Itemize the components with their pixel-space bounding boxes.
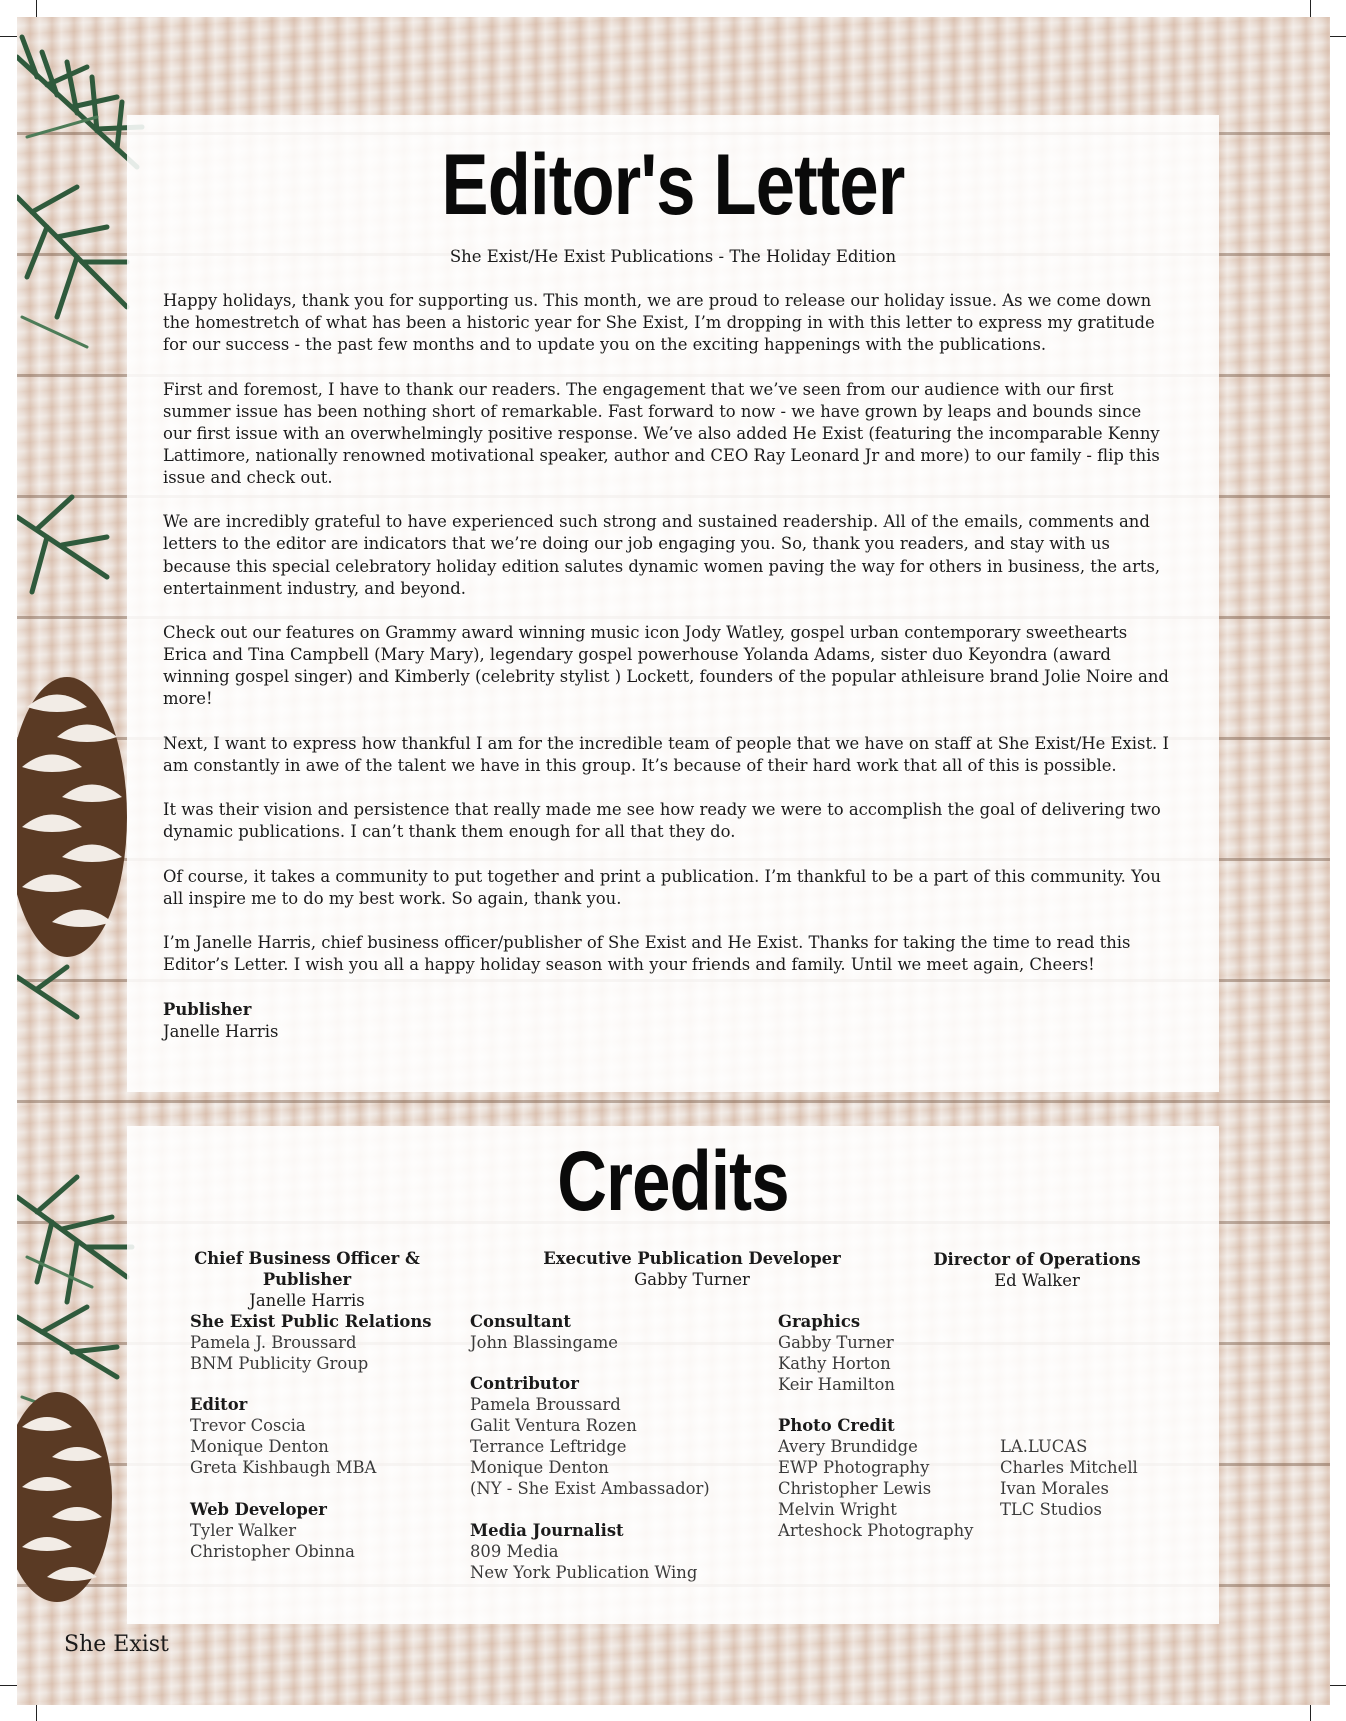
credit-photo-continued (1000, 1436, 1138, 1520)
letter-title: Editor's Letter (441, 137, 905, 233)
credit-role: Director of Operations (933, 1250, 1141, 1269)
credit-role: Web Developer (190, 1500, 327, 1519)
credit-name: LA.LUCAS (1000, 1437, 1088, 1456)
credit-role: She Exist Public Relations (190, 1312, 432, 1331)
credits-title: Credits (557, 1134, 789, 1228)
credit-name: Janelle Harris (249, 1291, 365, 1310)
credit-photo (778, 1415, 973, 1541)
letter-paragraph: Happy holidays, thank you for supporting us. This month, we are proud to release our holiday issue. As we come down the homestretch of what has been a historic year for She Exist, I’m dropping in with this letter to express my gratitude for our success - the past few months and to update you on the exciting happenings with the publications. (163, 291, 1155, 355)
credit-name: Arteshock Photography (778, 1521, 974, 1540)
crop-mark (1329, 36, 1346, 37)
letter-paragraph: Next, I want to express how thankful I am for the incredible team of people that we have on staff at She Exist/He Exist. I am constantly in awe of the talent we have in this group. It’s because of their hard work that all of this is possible. (163, 733, 1169, 775)
credit-name: Charles Mitchell (1000, 1458, 1138, 1477)
crop-mark (1329, 1685, 1346, 1686)
credit-name: Avery Brundidge (778, 1437, 918, 1456)
credit-name: Ivan Morales (1000, 1479, 1109, 1498)
credit-editor (190, 1394, 376, 1478)
credit-media-journalist (470, 1520, 697, 1583)
letter-paragraph: Check out our features on Grammy award winning music icon Jody Watley, gospel urban contemporary sweethearts Erica and Tina Campbell (Mary Mary), legendary gospel powerhouse Yolanda Adams, sister duo Keyondra (award winning gospel singer) and Kimberly (celebrity stylist ) Lockett, founders of the popular athleisure brand Jolie Noire and more! (163, 623, 1169, 709)
footer-publication-name: She Exist (64, 1632, 169, 1657)
credit-role: Executive Publication Developer (543, 1249, 841, 1268)
credit-name: EWP Photography (778, 1458, 930, 1477)
letter-paragraph: First and foremost, I have to thank our readers. The engagement that we’ve seen from our audience with our first summer issue has been nothing short of remarkable. Fast forward to now - we have grown by leaps and bounds since our first issue with an overwhelmingly positive response. We’ve also added He Exist (featuring the incomparable Kenny Lattimore, nationally renowned motivational speaker, author and CEO Ray Leonard Jr and more) to our family - flip this issue and check out. (163, 379, 1160, 487)
credit-name: Kathy Horton (778, 1354, 891, 1373)
editors-letter-panel (127, 115, 1219, 1092)
letter-paragraph: Of course, it takes a community to put together and print a publication. I’m thankful to be a part of this community. You all inspire me to do my best work. So again, thank you. (163, 866, 1161, 908)
credit-director-of-operations (907, 1249, 1167, 1291)
credit-name: 809 Media (470, 1542, 559, 1561)
credit-role: Photo Credit (778, 1416, 895, 1435)
credit-name: Gabby Turner (634, 1270, 750, 1289)
signature-name: Janelle Harris (163, 1021, 279, 1041)
credit-name: New York Publication Wing (470, 1563, 698, 1582)
credit-graphics (778, 1311, 895, 1395)
credit-name: Greta Kishbaugh MBA (190, 1458, 377, 1477)
letter-paragraph: We are incredibly grateful to have experienced such strong and sustained readership. All of the emails, comments and letters to the editor are indicators that we’re doing our job engaging you. So, thank you readers, and stay with us because this special celebratory holiday edition salutes dynamic women paving the way for others in business, the arts, entertainment industry, and beyond. (163, 512, 1161, 598)
credit-name: Gabby Turner (778, 1333, 894, 1352)
credit-web-developer (190, 1499, 355, 1562)
credit-name: Melvin Wright (778, 1500, 897, 1519)
signature-label: Publisher (163, 999, 252, 1019)
credit-role: Contributor (470, 1374, 579, 1393)
credit-role: Consultant (470, 1312, 571, 1331)
credit-name: Trevor Coscia (190, 1416, 306, 1435)
crop-mark (36, 0, 37, 17)
credit-chief-business-officer (157, 1248, 457, 1311)
crop-mark (36, 1704, 37, 1721)
credit-public-relations (190, 1311, 432, 1374)
credit-contributor (470, 1373, 710, 1499)
credit-name: Ed Walker (994, 1271, 1080, 1290)
credit-name: Pamela Broussard (470, 1395, 621, 1414)
letter-paragraph: I’m Janelle Harris, chief business officer/publisher of She Exist and He Exist. Thanks for taking the time to read this Editor’s Letter. I wish you all a happy holiday season with your friends and family. Until we meet again, Cheers! (163, 933, 1131, 975)
signature (163, 999, 1173, 1043)
pinecone-illustration (17, 667, 137, 967)
credit-role: Graphics (778, 1312, 861, 1331)
credit-name: Galit Ventura Rozen (470, 1416, 637, 1435)
crop-mark (0, 36, 17, 37)
credit-name: Christopher Lewis (778, 1479, 932, 1498)
letter-subtitle: She Exist/He Exist Publications - The Holiday Edition (449, 247, 897, 266)
credit-name: Keir Hamilton (778, 1375, 895, 1394)
credit-name: TLC Studios (1000, 1500, 1102, 1519)
letter-paragraph: It was their vision and persistence that really made me see how ready we were to accomplish the goal of delivering two dynamic publications. I can’t thank them enough for all that they do. (163, 800, 1161, 842)
credit-name: Christopher Obinna (190, 1542, 355, 1561)
credit-consultant (470, 1311, 618, 1353)
crop-mark (1310, 1704, 1311, 1721)
credit-executive-publication-developer (527, 1248, 857, 1290)
credits-panel (127, 1126, 1219, 1624)
credit-name: Monique Denton (470, 1458, 609, 1477)
credit-role: Editor (190, 1395, 248, 1414)
credit-name: John Blassingame (470, 1333, 618, 1352)
pinecone-illustration (17, 1387, 117, 1607)
credit-name: BNM Publicity Group (190, 1354, 369, 1373)
credit-name: (NY - She Exist Ambassador) (470, 1479, 710, 1498)
credit-name: Tyler Walker (190, 1521, 297, 1540)
crop-mark (1310, 0, 1311, 17)
credit-name: Pamela J. Broussard (190, 1333, 357, 1352)
credit-role: Chief Business Officer & Publisher (194, 1249, 420, 1289)
letter-body (163, 290, 1173, 1043)
credit-role: Media Journalist (470, 1521, 624, 1540)
credit-name: Terrance Leftridge (470, 1437, 627, 1456)
crop-mark (0, 1685, 17, 1686)
credit-name: Monique Denton (190, 1437, 329, 1456)
